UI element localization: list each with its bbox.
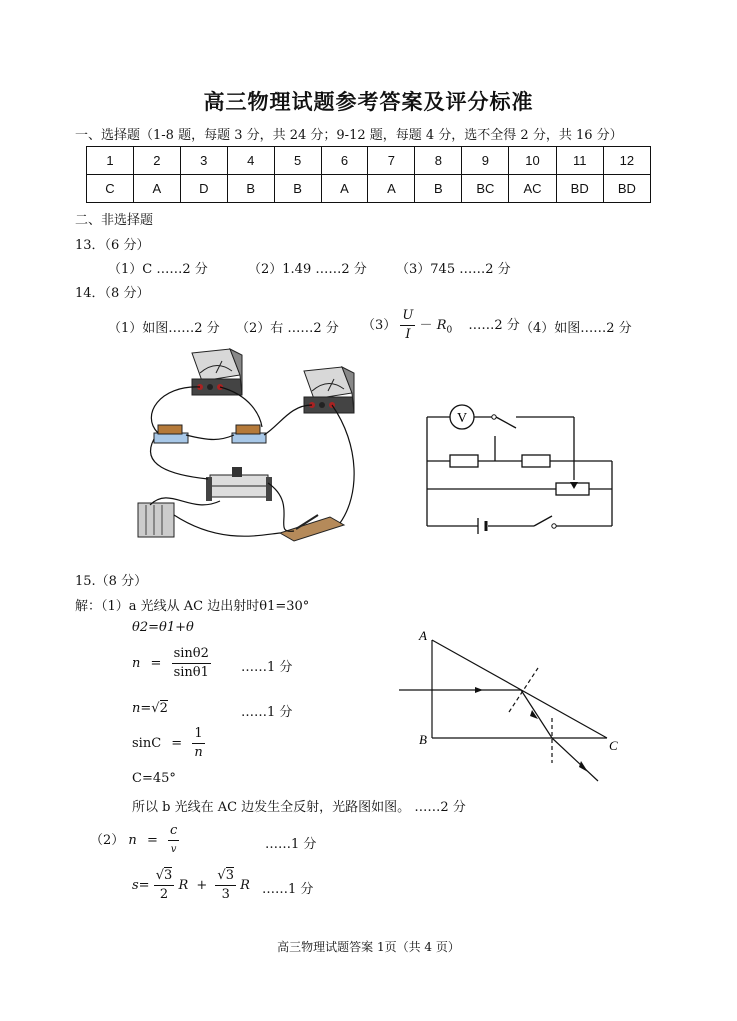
q14-part3: （3） $\frac{U}{I}$ － $R_0$ ……2 分 bbox=[362, 308, 520, 342]
circuit-schematic bbox=[420, 400, 620, 535]
answer-cell: B bbox=[274, 175, 321, 203]
answer-cell: BD bbox=[556, 175, 603, 203]
resistor-symbol-icon bbox=[522, 455, 550, 467]
answer-table bbox=[86, 146, 651, 203]
voltmeter-label: V bbox=[456, 411, 468, 426]
q15-s-equation: s= $\frac{√3}{2}$ R + $\frac{√3}{3}$ R bbox=[132, 868, 250, 902]
answer-cell: BC bbox=[462, 175, 509, 203]
answer-cell: A bbox=[133, 175, 180, 203]
section1-heading: 一、选择题（1-8 题，每题 3 分，共 24 分；9-12 题，每题 4 分，选不全得 2 分，共 16 分） bbox=[75, 128, 623, 143]
u-over-i-fraction: $\frac{U}{I}$ bbox=[402, 308, 414, 342]
answer-cell: A bbox=[368, 175, 415, 203]
q13-part1: （1）C ……2 分 bbox=[108, 262, 208, 277]
switch-contact-icon bbox=[552, 524, 556, 528]
q15-score3: ……1 分 bbox=[265, 837, 317, 852]
section2-heading: 二、非选择题 bbox=[75, 213, 154, 228]
ray-arrow-icon bbox=[579, 761, 588, 772]
answer-cell: B bbox=[227, 175, 274, 203]
q14-part2: （2）右 ……2 分 bbox=[236, 321, 339, 336]
answer-cell: A bbox=[321, 175, 368, 203]
question-number-cell: 2 bbox=[133, 147, 180, 175]
q14-part4: （4）如图……2 分 bbox=[520, 321, 632, 336]
q15-part2-equation: （2） n = $\frac{c}{v}$ bbox=[90, 823, 178, 855]
vertex-label-c: C bbox=[609, 738, 618, 753]
voltmeter-device-icon bbox=[192, 349, 242, 395]
q15-c45: C=45° bbox=[132, 771, 176, 786]
q15-score2: ……1 分 bbox=[241, 705, 293, 720]
question-number-cell: 11 bbox=[556, 147, 603, 175]
question-number-cell: 1 bbox=[87, 147, 134, 175]
question-number-cell: 6 bbox=[321, 147, 368, 175]
q15-score1: ……1 分 bbox=[241, 660, 293, 675]
vertex-label-b: B bbox=[419, 732, 427, 747]
answer-table-number-row bbox=[87, 147, 651, 175]
q13-label: 13．（6 分） bbox=[75, 238, 150, 253]
answer-cell: BD bbox=[603, 175, 650, 203]
q15-line1: 解：（1）a 光线从 AC 边出射时θ1=30° bbox=[75, 599, 310, 614]
page-footer: 高三物理试题答案 1页（共 4 页） bbox=[277, 940, 460, 954]
question-number-cell: 3 bbox=[180, 147, 227, 175]
question-number-cell: 9 bbox=[462, 147, 509, 175]
rheostat-icon bbox=[206, 467, 272, 501]
answer-cell: AC bbox=[509, 175, 556, 203]
q15-conclusion: 所以 b 光线在 AC 边发生全反射，光路图如图。 ……2 分 bbox=[132, 800, 466, 815]
q15-sinC-equation: sinC = $\frac{1}{n}$ bbox=[132, 726, 203, 760]
q15-line2: θ2=θ1+θ bbox=[132, 620, 194, 635]
resistor-symbol-icon bbox=[450, 455, 478, 467]
battery-icon bbox=[138, 503, 174, 537]
q15-n-equation: n = $\frac{\sin\theta 2}{\sin\theta 1}$ bbox=[132, 646, 209, 680]
ray-arrow-icon bbox=[475, 687, 483, 693]
ammeter-device-icon bbox=[304, 367, 354, 413]
q14-part1: （1）如图……2 分 bbox=[108, 321, 220, 336]
question-number-cell: 8 bbox=[415, 147, 462, 175]
answer-cell: C bbox=[87, 175, 134, 203]
answer-cell: B bbox=[415, 175, 462, 203]
question-number-cell: 5 bbox=[274, 147, 321, 175]
q13-part2: （2）1.49 ……2 分 bbox=[248, 262, 367, 277]
answer-table-answer-row bbox=[87, 175, 651, 203]
q15-score4: ……1 分 bbox=[262, 882, 314, 897]
vertex-label-a: A bbox=[419, 628, 427, 643]
q15-n-sqrt: n=√2 bbox=[132, 701, 168, 716]
q14-label: 14．（8 分） bbox=[75, 286, 150, 301]
answer-cell: D bbox=[180, 175, 227, 203]
physical-circuit-figure bbox=[130, 345, 370, 545]
resistor-block-icon bbox=[154, 425, 266, 443]
q13-part3: （3）745 ……2 分 bbox=[396, 262, 511, 277]
switch-device-icon bbox=[280, 515, 344, 541]
question-number-cell: 4 bbox=[227, 147, 274, 175]
question-number-cell: 10 bbox=[509, 147, 556, 175]
prism-figure bbox=[395, 628, 630, 788]
q15-label: 15.（8 分） bbox=[75, 574, 148, 589]
question-number-cell: 12 bbox=[603, 147, 650, 175]
question-number-cell: 7 bbox=[368, 147, 415, 175]
switch-contact-icon bbox=[492, 415, 496, 419]
page-title: 高三物理试题参考答案及评分标准 bbox=[203, 90, 534, 114]
